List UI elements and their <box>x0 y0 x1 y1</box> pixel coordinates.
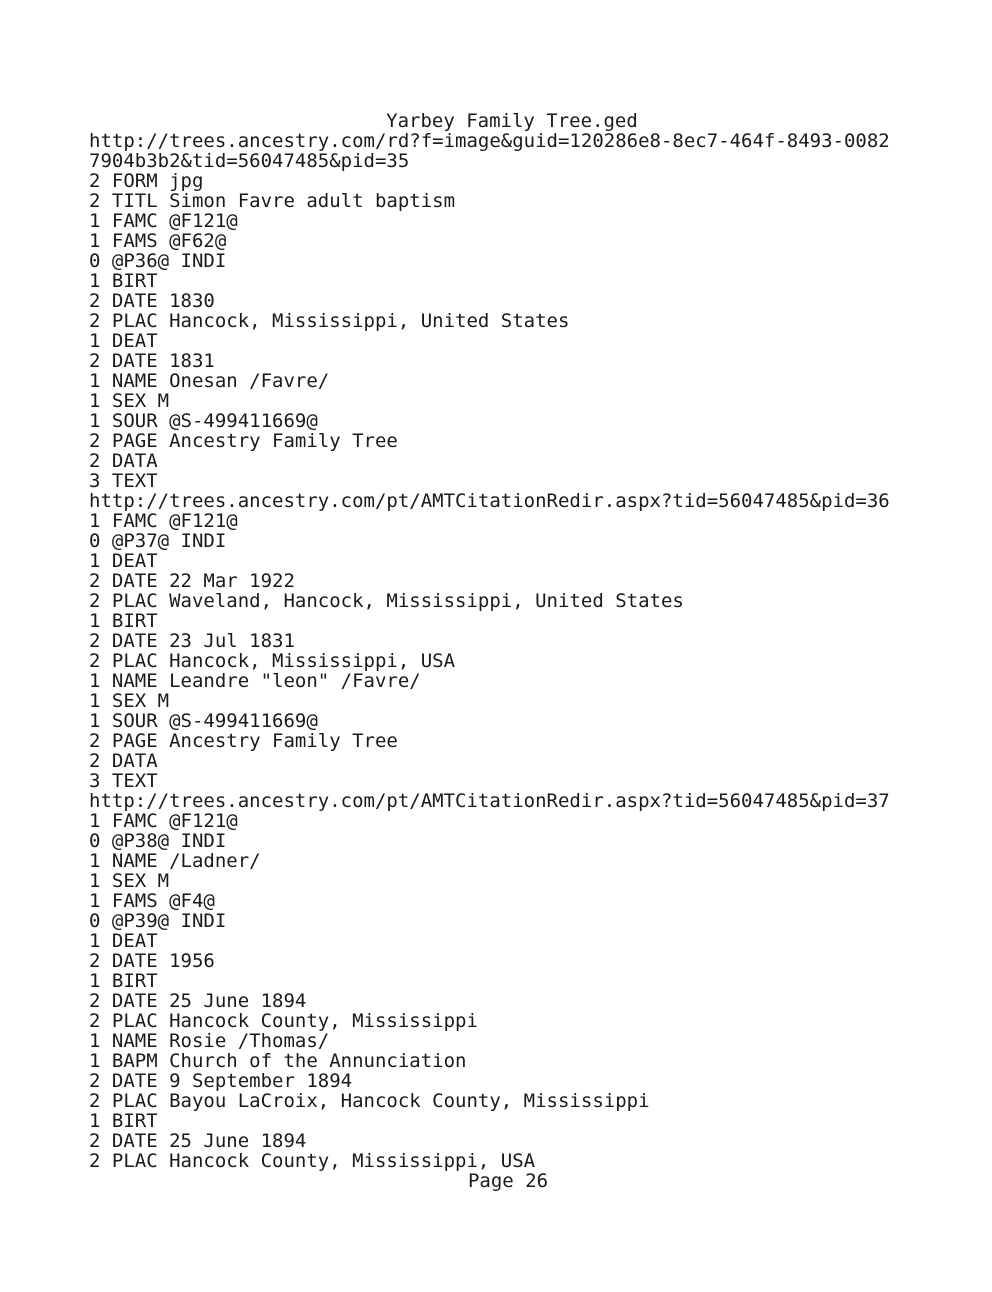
gedcom-line: 2 PAGE Ancestry Family Tree <box>89 730 398 752</box>
gedcom-line: 1 DEAT <box>89 330 158 352</box>
gedcom-line: 0 @P37@ INDI <box>89 530 227 552</box>
gedcom-line: 2 DATA <box>89 750 158 772</box>
gedcom-line: 1 BIRT <box>89 970 158 992</box>
gedcom-line: 2 DATE 23 Jul 1831 <box>89 630 295 652</box>
gedcom-line: 1 FAMS @F4@ <box>89 890 215 912</box>
gedcom-line: 0 @P39@ INDI <box>89 910 227 932</box>
gedcom-line: 2 TITL Simon Favre adult baptism <box>89 190 456 212</box>
gedcom-line: 7904b3b2&tid=56047485&pid=35 <box>89 150 410 172</box>
gedcom-line: 1 SOUR @S-499411669@ <box>89 710 318 732</box>
gedcom-line: 1 BIRT <box>89 610 158 632</box>
gedcom-line: 2 PLAC Bayou LaCroix, Hancock County, Mississippi <box>89 1090 650 1112</box>
gedcom-line: 1 FAMC @F121@ <box>89 210 238 232</box>
gedcom-line: 1 NAME Leandre "leon" /Favre/ <box>89 670 421 692</box>
gedcom-line: 1 SEX M <box>89 390 170 412</box>
gedcom-line: 2 DATE 22 Mar 1922 <box>89 570 295 592</box>
gedcom-line: 1 NAME /Ladner/ <box>89 850 261 872</box>
document-footer <box>0 1171 992 1191</box>
gedcom-line: http://trees.ancestry.com/rd?f=image&guid=120286e8-8ec7-464f-8493-0082 <box>89 130 890 152</box>
gedcom-line: 1 FAMC @F121@ <box>89 510 238 532</box>
gedcom-line: 1 BIRT <box>89 1110 158 1132</box>
gedcom-line: 1 SOUR @S-499411669@ <box>89 410 318 432</box>
gedcom-line: 1 BAPM Church of the Annunciation <box>89 1050 467 1072</box>
gedcom-line: 2 DATA <box>89 450 158 472</box>
gedcom-line: 1 DEAT <box>89 930 158 952</box>
gedcom-line: 2 PLAC Hancock County, Mississippi, USA <box>89 1150 536 1172</box>
gedcom-line: 1 NAME Rosie /Thomas/ <box>89 1030 330 1052</box>
gedcom-line: http://trees.ancestry.com/pt/AMTCitationRedir.aspx?tid=56047485&pid=37 <box>89 790 890 812</box>
gedcom-line: 1 NAME Onesan /Favre/ <box>89 370 330 392</box>
gedcom-record-list <box>89 131 890 1171</box>
gedcom-line: 1 SEX M <box>89 870 170 892</box>
gedcom-line: 1 DEAT <box>89 550 158 572</box>
document-header <box>0 111 992 131</box>
gedcom-line: 3 TEXT <box>89 470 158 492</box>
gedcom-line: 2 FORM jpg <box>89 170 204 192</box>
gedcom-line: 2 DATE 25 June 1894 <box>89 990 307 1012</box>
document-title: Yarbey Family Tree.ged <box>386 110 638 132</box>
gedcom-line: 2 PLAC Hancock County, Mississippi <box>89 1010 478 1032</box>
gedcom-line: 2 PLAC Waveland, Hancock, Mississippi, United States <box>89 590 684 612</box>
gedcom-line: 2 DATE 25 June 1894 <box>89 1130 307 1152</box>
page-number: Page 26 <box>467 1170 549 1192</box>
gedcom-line: http://trees.ancestry.com/pt/AMTCitationRedir.aspx?tid=56047485&pid=36 <box>89 490 890 512</box>
gedcom-line: 2 PAGE Ancestry Family Tree <box>89 430 398 452</box>
gedcom-line: 1 FAMS @F62@ <box>89 230 227 252</box>
gedcom-line: 0 @P36@ INDI <box>89 250 227 272</box>
gedcom-line: 1 BIRT <box>89 270 158 292</box>
gedcom-line: 2 DATE 1956 <box>89 950 215 972</box>
gedcom-line: 2 DATE 9 September 1894 <box>89 1070 353 1092</box>
gedcom-line: 2 PLAC Hancock, Mississippi, United States <box>89 310 570 332</box>
gedcom-line: 0 @P38@ INDI <box>89 830 227 852</box>
gedcom-line: 1 FAMC @F121@ <box>89 810 238 832</box>
gedcom-line: 2 DATE 1831 <box>89 350 215 372</box>
gedcom-line: 2 DATE 1830 <box>89 290 215 312</box>
gedcom-line: 2 PLAC Hancock, Mississippi, USA <box>89 650 456 672</box>
gedcom-line: 1 SEX M <box>89 690 170 712</box>
gedcom-line: 3 TEXT <box>89 770 158 792</box>
